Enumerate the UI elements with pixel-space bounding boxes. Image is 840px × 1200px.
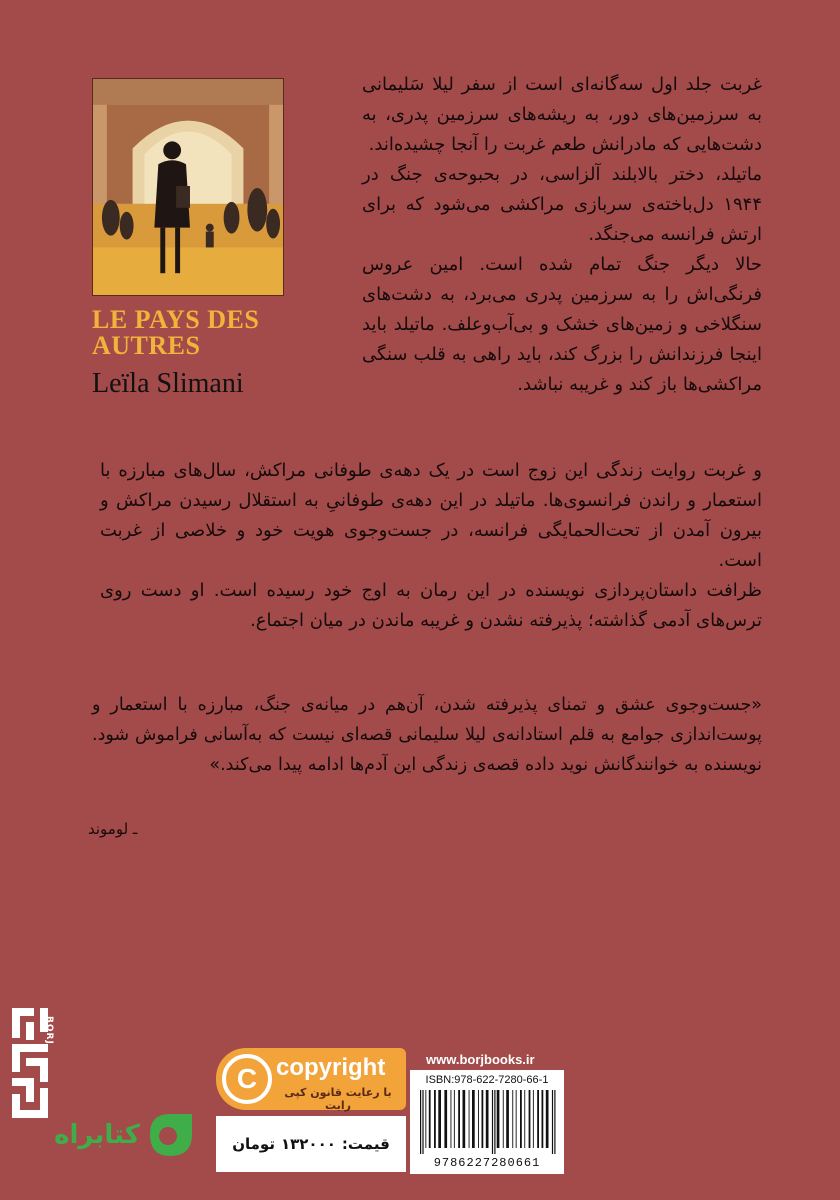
- synopsis-paragraph: و غربت روایت زندگی این زوج است در یک دهه‌ی طوفانی مراکش، سال‌های مبارزه با استعمار و راندن فرانسوی‌ها. ماتیلد در این دهه‌ی طوفانیِ به استقلال رسیدن مراکش و بیرون آمدن از تحت‌الحمایگی فرانسه، در جست‌وجوی هویت خود و خلاصی از غربت است.: [100, 460, 762, 571]
- isbn-barcode-box: [410, 1070, 564, 1174]
- barcode-bar: [434, 1090, 436, 1148]
- synopsis-top: [362, 70, 762, 400]
- barcode-bar: [537, 1090, 539, 1148]
- isbn-label: ISBN:978-622-7280-66-1: [425, 1074, 549, 1086]
- barcode-bar: [451, 1090, 452, 1148]
- barcode-bar: [425, 1090, 426, 1148]
- barcode-bar: [482, 1090, 484, 1148]
- barcode-bar: [438, 1090, 441, 1148]
- copyright-subtitle: با رعایت قانون کپی رایت: [284, 1086, 392, 1112]
- ketabrah-icon: [146, 1110, 196, 1160]
- barcode-bar: [552, 1090, 553, 1154]
- barcode-bar: [524, 1090, 525, 1148]
- barcode-bar: [529, 1090, 531, 1148]
- barcode-bar: [472, 1090, 475, 1148]
- barcode-bar: [497, 1090, 500, 1148]
- barcode-bar: [494, 1090, 495, 1154]
- ketabrah-logo: [40, 1100, 210, 1170]
- publisher-website: www.borjbooks.ir: [426, 1052, 535, 1067]
- barcode-bar: [478, 1090, 479, 1148]
- barcode-bar: [420, 1090, 421, 1154]
- barcode-bar: [469, 1090, 470, 1148]
- barcode-bar: [520, 1090, 522, 1148]
- synopsis-paragraph: غربت جلد اول سه‌گانه‌ای است از سفر لیلا سَلیمانی به سرزمین‌های دور، به ریشه‌های سرزمین پدری، به دشت‌هایی که مادرانش طعم غربت را آنجا چشیده‌اند.: [362, 74, 762, 155]
- barcode-bar: [422, 1090, 423, 1154]
- synopsis-paragraph: حالا دیگر جنگ تمام شده است. امین عروس فرنگی‌اش را به سرزمین پدری می‌برد، به دشت‌های سنگلاخی و زمین‌های خشک و بی‌آب‌وعلف. ماتیلد باید اینجا فرزندانش را بزرگ کند، باید راهی به قلب سنگی مراکشی‌ها باز کند و غریبه نباشد.: [362, 254, 762, 395]
- price-currency: تومان: [232, 1135, 275, 1153]
- barcode-bar: [486, 1090, 489, 1148]
- barcode-bar: [454, 1090, 455, 1148]
- copyright-badge: [216, 1048, 406, 1110]
- barcode-digits: 9786227280661: [433, 1156, 541, 1170]
- barcode-bar: [492, 1090, 493, 1154]
- barcode-bar: [512, 1090, 513, 1148]
- price-amount: ۱۳۲۰۰۰: [280, 1135, 336, 1153]
- barcode-bar: [542, 1090, 544, 1148]
- author-name: Leïla Slimani: [92, 368, 244, 399]
- barcode-bar: [503, 1090, 504, 1148]
- barcode-bar: [444, 1090, 447, 1148]
- review-quote-text: «جست‌وجوی عشق و تمنای پذیرفته شدن، آن‌هم در میانه‌ی جنگ، مبارزه با استعمار و پوست‌اندازی جوامع به قلم استادانه‌ی لیلا سلیمانی قصه‌ای نیست که به‌آسانی فراموش شود. نویسنده به خوانندگانش نوید داده قصه‌ی زندگی این آدم‌ها ادامه پیدا می‌کند.»: [92, 695, 762, 775]
- price-box: [216, 1116, 406, 1172]
- cover-thumbnail-image: [92, 78, 284, 296]
- cover-illustration: [93, 79, 283, 295]
- copyright-icon: C: [222, 1054, 272, 1104]
- barcode-bar: [516, 1090, 517, 1148]
- book-title-french: [92, 307, 312, 359]
- review-attribution: ـ لوموند: [88, 820, 138, 838]
- ketabrah-wordmark: کتابراه: [54, 1120, 140, 1150]
- barcode-bar: [458, 1090, 460, 1148]
- barcode-bar: [554, 1090, 555, 1154]
- barcode-bar: [546, 1090, 549, 1148]
- book-title-line-1: LE PAYS DES: [92, 305, 260, 334]
- borj-wordmark: BORJ: [44, 1016, 54, 1045]
- barcode-bar: [463, 1090, 466, 1148]
- synopsis-paragraph: ظرافت داستان‌پردازی نویسنده در این رمان به اوج خود رسیده است. او دست روی ترس‌های آدمی گذاشته؛ پذیرفته نشدن و غریبه ماندن در میان اجتماع.: [100, 580, 762, 631]
- review-quote: [92, 690, 762, 780]
- price-label: قیمت:: [341, 1135, 390, 1153]
- synopsis-bottom: [100, 456, 762, 636]
- synopsis-paragraph: ماتیلد، دختر بالابلند آلزاسی، در بحبوحه‌ی جنگ در ۱۹۴۴ دل‌باخته‌ی سربازی مراکشی می‌شود که برای ارتش فرانسه می‌جنگد.: [362, 164, 762, 245]
- barcode-bar: [506, 1090, 509, 1148]
- book-title-line-2: AUTRES: [92, 331, 201, 360]
- barcode-bar: [533, 1090, 534, 1148]
- copyright-word: copyright: [276, 1054, 386, 1081]
- barcode-bar: [429, 1090, 431, 1148]
- barcode-bars: [418, 1090, 558, 1154]
